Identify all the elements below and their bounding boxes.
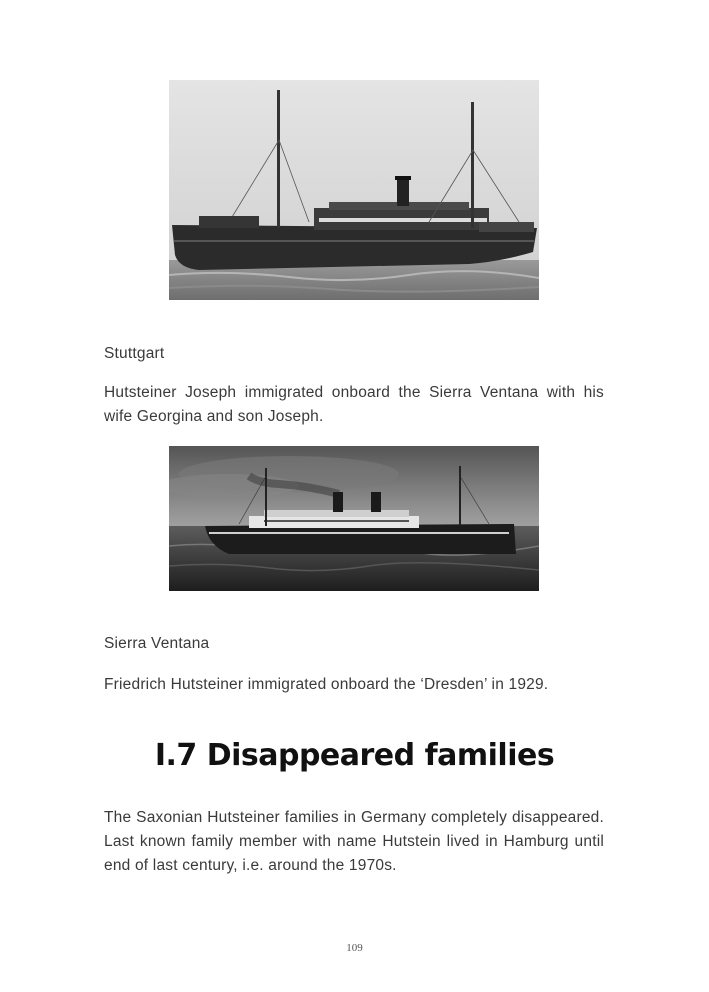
body-paragraph: Friedrich Hutsteiner immigrated onboard the ‘Dresden’ in 1929.	[104, 676, 549, 693]
photo-stuttgart-ship	[169, 80, 539, 300]
body-paragraph: Hutsteiner Joseph immigrated onboard the Sierra Ventana with his wife Georgina and son Joseph.	[104, 384, 604, 425]
figure-caption: Sierra Ventana	[104, 635, 210, 652]
body-paragraph: The Saxonian Hutsteiner families in Germany completely disappeared. Last known family member with name Hutstein lived in Hamburg until end of last century, i.e. around the 1970s.	[104, 809, 604, 874]
photo-sierra-ventana-ship	[169, 446, 539, 591]
page-number: 109	[346, 942, 363, 954]
figure-caption: Stuttgart	[104, 345, 165, 362]
section-heading: I.7 Disappeared families	[154, 738, 555, 773]
